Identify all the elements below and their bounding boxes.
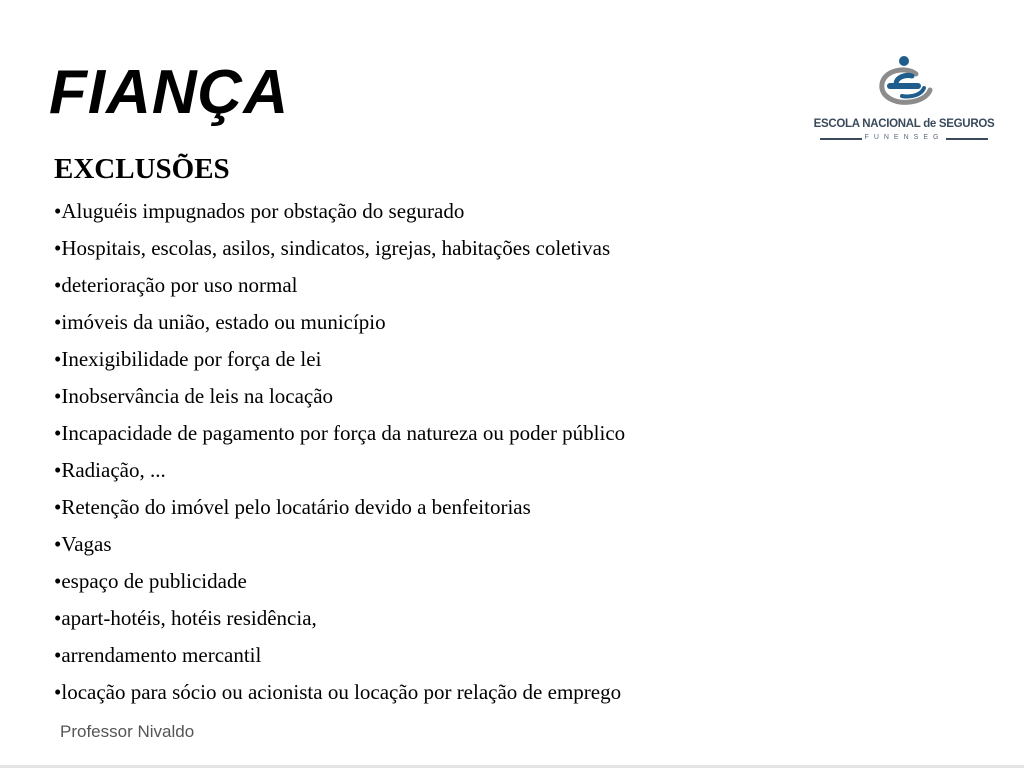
list-item: • apart-hotéis, hotéis residência,	[54, 603, 625, 640]
list-item: • Radiação, ...	[54, 455, 625, 492]
list-item: • deterioração por uso normal	[54, 270, 625, 307]
list-item: • arrendamento mercantil	[54, 640, 625, 677]
funenseg-logo-icon	[806, 52, 1002, 118]
slide-title: FIANÇA	[49, 58, 290, 127]
footer-author: Professor Nivaldo	[60, 722, 195, 741]
list-item: • Inobservância de leis na locação	[54, 381, 625, 418]
list-item: • imóveis da união, estado ou município	[54, 307, 625, 344]
logo-rule-right	[946, 138, 988, 140]
logo-subname: FUNENSEG	[864, 134, 944, 141]
exclusion-list	[54, 196, 625, 714]
list-item: • Incapacidade de pagamento por força da natureza ou poder público	[54, 418, 625, 455]
list-item: • Retenção do imóvel pelo locatário devido a benfeitorias	[54, 492, 625, 529]
logo-name: ESCOLA NACIONAL de SEGUROS	[813, 118, 995, 130]
section-heading: EXCLUSÕES	[54, 153, 230, 185]
list-item: • espaço de publicidade	[54, 566, 625, 603]
list-item: • locação para sócio ou acionista ou locação por relação de emprego	[54, 677, 625, 714]
list-item: • Inexigibilidade por força de lei	[54, 344, 625, 381]
list-item: • Aluguéis impugnados por obstação do segurado	[54, 196, 625, 233]
funenseg-logo	[806, 52, 1002, 148]
list-item: • Hospitais, escolas, asilos, sindicatos, igrejas, habitações coletivas	[54, 233, 625, 270]
list-item: • Vagas	[54, 529, 625, 566]
